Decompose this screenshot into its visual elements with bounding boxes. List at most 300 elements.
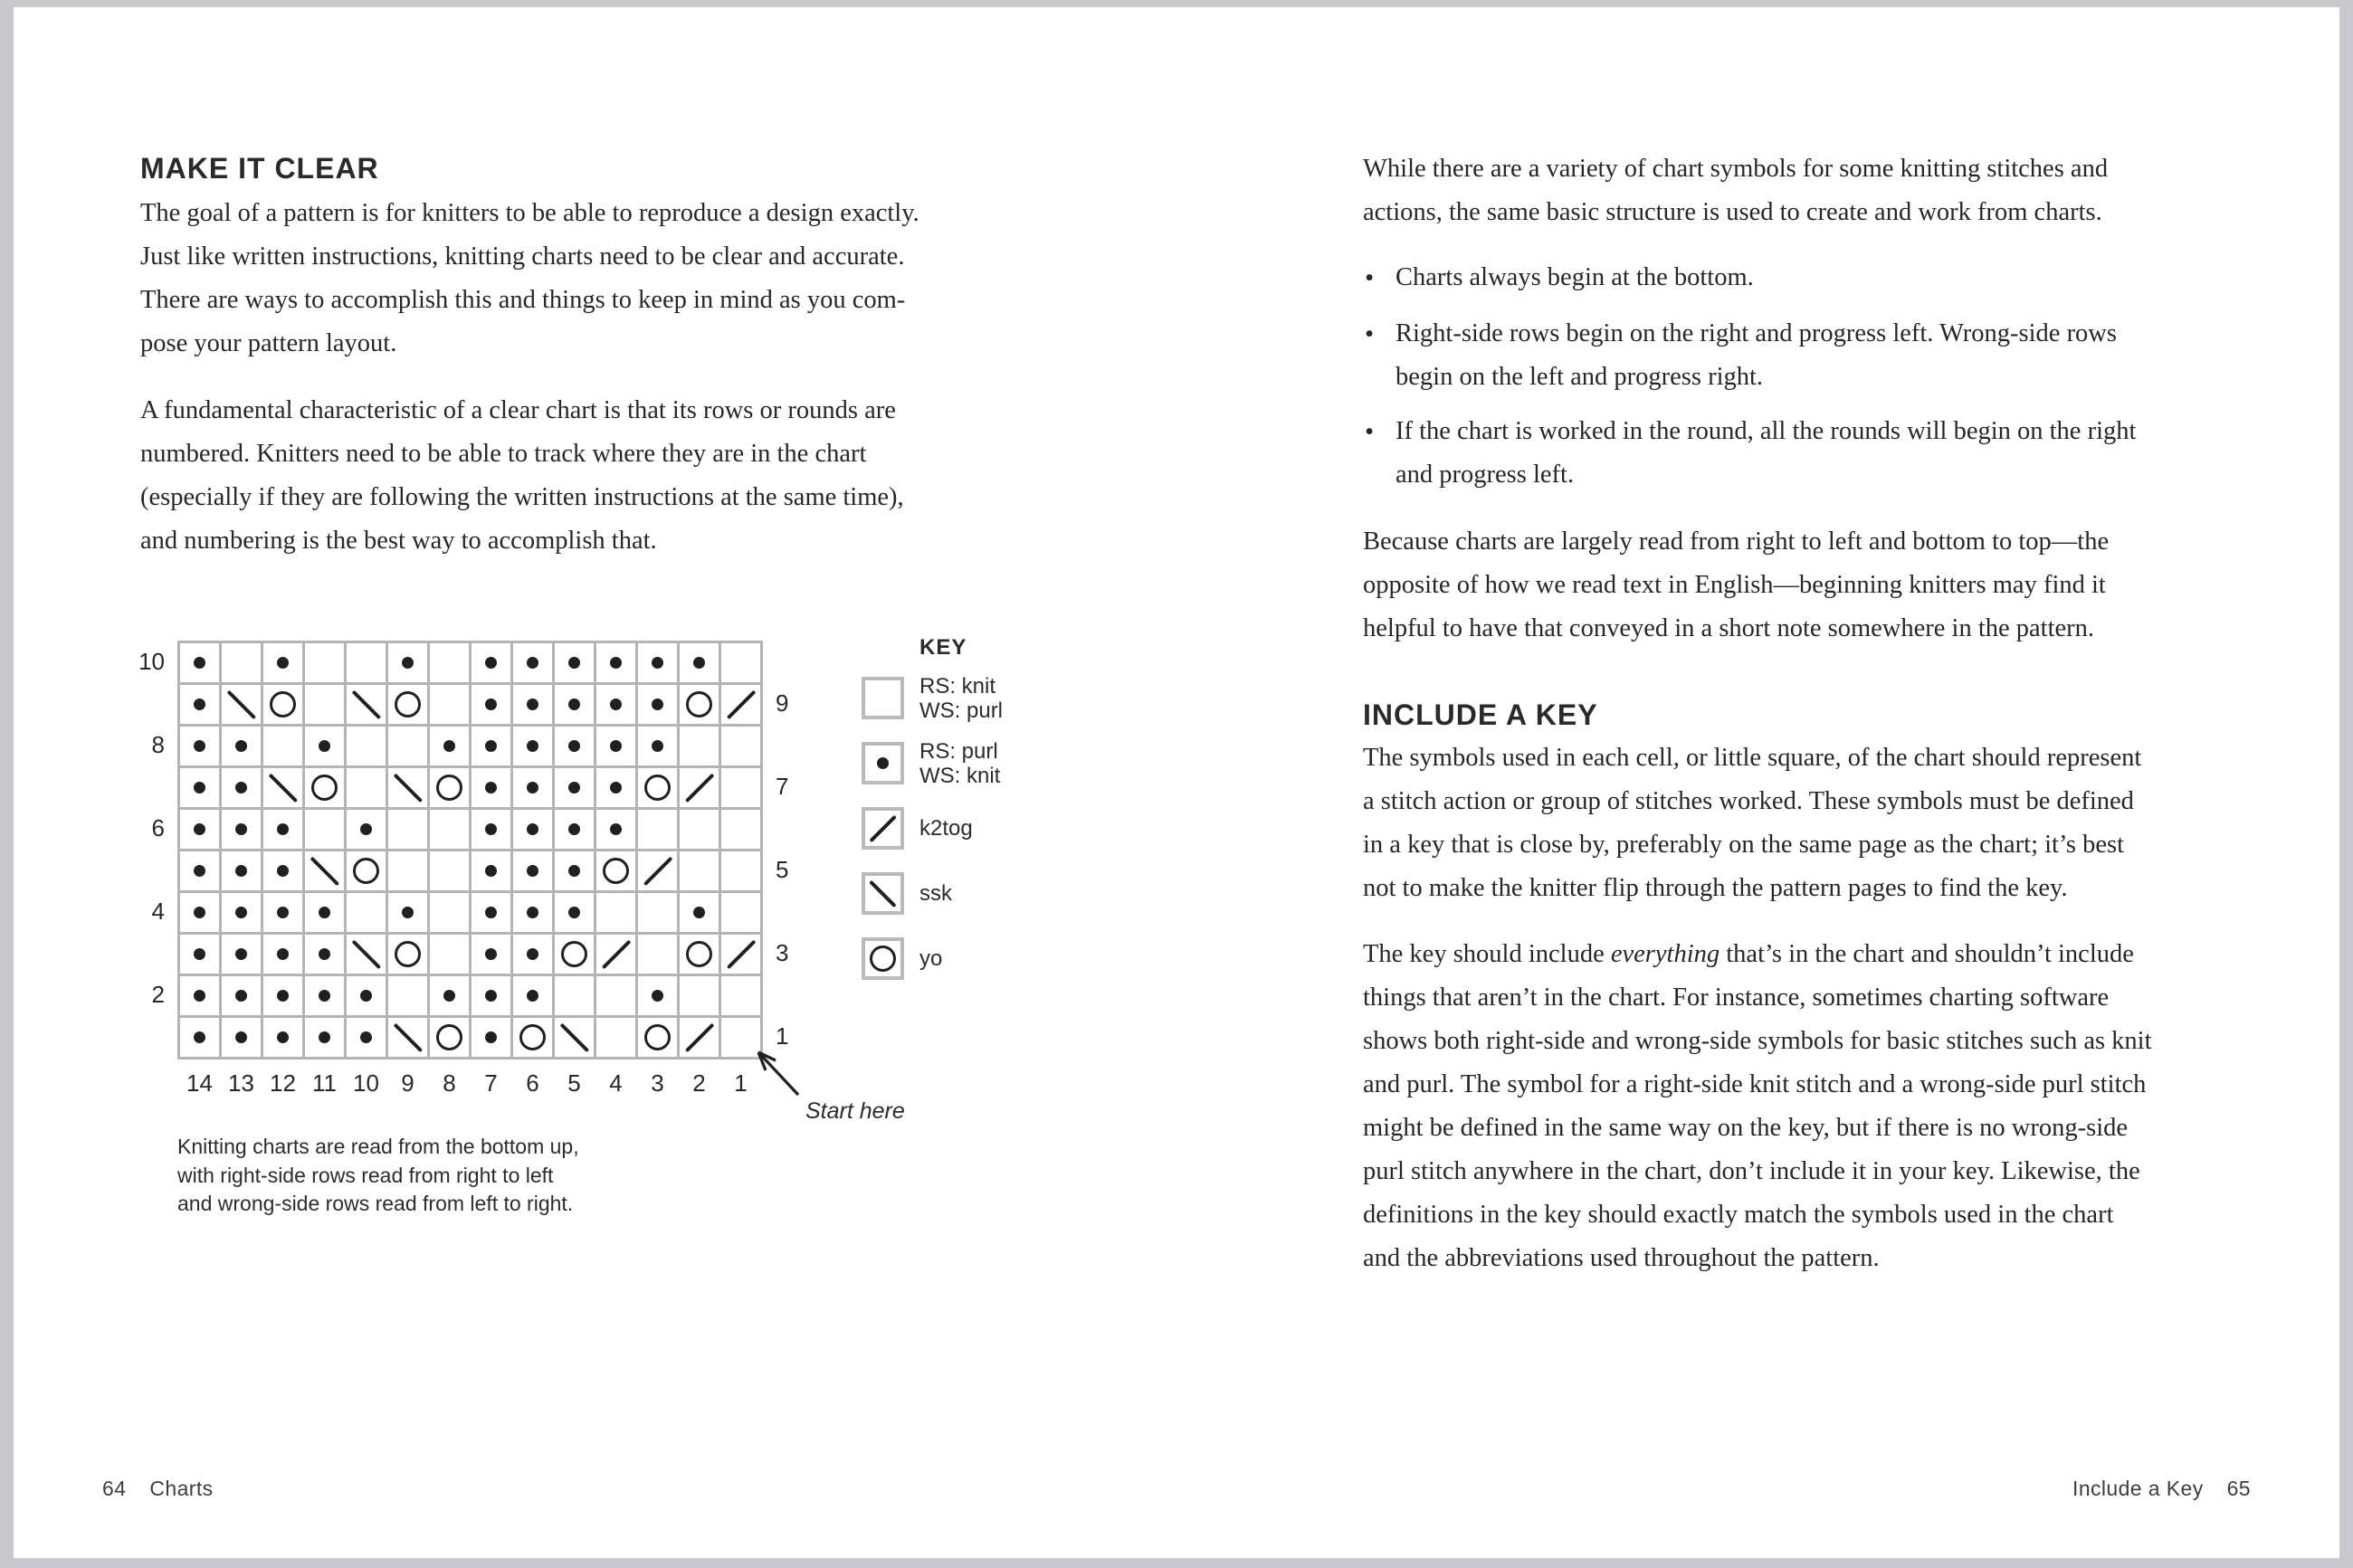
stitch-number-3: 3 [651,1069,664,1097]
chart-cell-row10-st5 [555,643,594,682]
chart-cell-row2-st9 [388,976,427,1015]
yarn-over-symbol [353,858,379,884]
chart-cell-row9-st4 [596,685,635,724]
chart-cell-row7-st10 [347,768,386,807]
chart-cell-row5-st5 [555,851,594,890]
chart-cell-row6-st13 [222,810,261,849]
chart-cell-row3-st3 [638,935,677,974]
key-item-p [862,738,1003,788]
k2tog-symbol [643,856,672,885]
text-line: While there are a variety of chart symbols for some knitting stitches and [1363,155,2109,183]
chart-cell-row8-st9 [388,727,427,765]
purl-dot-symbol [527,782,538,794]
chart-cell-row8-st11 [305,727,344,765]
chart-cell-row10-st1 [721,643,760,682]
left-footer-section: Charts [149,1477,214,1500]
left-paragraph-1 [140,192,919,366]
yarn-over-symbol [519,1024,546,1050]
chart-cell-row8-st6 [513,727,552,765]
purl-dot-symbol [194,948,205,960]
purl-dot-symbol [485,823,497,835]
chart-cell-row4-st12 [263,893,302,932]
purl-dot-symbol [443,990,455,1002]
chart-cell-row5-st9 [388,851,427,890]
chart-cell-row2-st14 [180,976,219,1015]
chart-cell-row4-st9 [388,893,427,932]
chart-cell-row5-st11 [305,851,344,890]
row-number-3: 3 [776,939,789,966]
yarn-over-symbol [644,774,671,801]
chart-cell-row10-st10 [347,643,386,682]
chart-cell-row4-st3 [638,893,677,932]
key-item-yo [862,937,1003,980]
purl-dot-symbol [194,823,205,835]
left-page-number: 64 [102,1477,127,1500]
purl-dot-symbol [277,907,289,918]
text-line: not to make the knitter flip through the pattern pages to find the key. [1363,874,2068,902]
purl-dot-symbol [485,1031,497,1043]
text-line: definitions in the key should exactly match the symbols used in the chart [1363,1201,2114,1229]
purl-dot-symbol [527,657,538,669]
row-number-7: 7 [776,773,789,800]
purl-dot-symbol [485,698,497,710]
right-page-number: 65 [2226,1477,2251,1500]
purl-dot-symbol [235,740,247,752]
purl-dot-symbol [568,782,580,794]
chart-cell-row8-st4 [596,727,635,765]
purl-dot-symbol [277,657,289,669]
chart-cell-row9-st11 [305,685,344,724]
purl-dot-symbol [194,740,205,752]
purl-dot-symbol [194,865,205,877]
chart-column-labels [177,1069,763,1098]
right-footer-section: Include a Key [2072,1477,2204,1500]
chart-cell-row10-st2 [680,643,719,682]
chart-cell-row4-st13 [222,893,261,932]
chart-cell-row6-st10 [347,810,386,849]
text-line: and wrong-side rows read from left to right. [177,1192,574,1215]
chart-cell-row4-st14 [180,893,219,932]
purl-dot-symbol [568,865,580,877]
text-line: Right-side rows begin on the right and progress left. Wrong-side rows [1396,319,2117,347]
k2tog-symbol [684,773,713,802]
chart-cell-row2-st12 [263,976,302,1015]
chart-cell-row10-st6 [513,643,552,682]
left-footer [102,1477,214,1501]
chart-cell-row2-st2 [680,976,719,1015]
chart-cell-row1-st9 [388,1018,427,1057]
row-number-6: 6 [151,814,165,841]
chart-cell-row8-st13 [222,727,261,765]
k2tog-symbol [726,689,755,718]
chart-cell-row3-st5 [555,935,594,974]
text-line: with right-side rows read from right to left [177,1163,554,1187]
purl-dot-symbol [194,1031,205,1043]
purl-dot-symbol [235,907,247,918]
chart-cell-row4-st8 [430,893,469,932]
chart-cell-row9-st10 [347,685,386,724]
purl-dot-symbol [527,990,538,1002]
purl-dot-symbol [568,657,580,669]
chart-cell-row9-st12 [263,685,302,724]
key-title: KEY [919,635,967,660]
purl-dot-symbol [610,782,622,794]
purl-dot-symbol [568,740,580,752]
chart-cell-row3-st13 [222,935,261,974]
text-line: might be defined in the same way on the key, but if there is no wrong-side [1363,1114,2129,1142]
chart-cell-row1-st5 [555,1018,594,1057]
chart-cell-row8-st3 [638,727,677,765]
chart-cell-row3-st7 [472,935,510,974]
purl-dot-symbol [652,740,663,752]
chart-cell-row2-st4 [596,976,635,1015]
bullet-item-3 [1363,410,2136,497]
text-line: pose your pattern layout. [140,329,397,357]
purl-dot-symbol [485,907,497,918]
chart-cell-row3-st12 [263,935,302,974]
purl-dot-symbol [194,990,205,1002]
chart-cell-row2-st13 [222,976,261,1015]
bullet-marker: • [1365,417,1375,446]
key-symbol-box [862,677,904,719]
text-line: and progress left. [1396,461,1575,489]
purl-dot-symbol [194,657,205,669]
purl-dot-symbol [652,990,663,1002]
bullet-item-1 [1363,256,1754,299]
right-paragraph-4 [1363,933,2152,1280]
chart-cell-row3-st11 [305,935,344,974]
purl-dot-symbol [485,865,497,877]
chart-cell-row5-st14 [180,851,219,890]
text-line: If the chart is worked in the round, all the rounds will begin on the right [1396,417,2137,445]
purl-dot-symbol [360,1031,372,1043]
chart-cell-row9-st8 [430,685,469,724]
chart-cell-row3-st6 [513,935,552,974]
chart-cell-row4-st11 [305,893,344,932]
stitch-number-1: 1 [734,1069,748,1097]
stitch-number-4: 4 [609,1069,623,1097]
purl-dot-symbol [319,740,330,752]
right-intro-paragraph [1363,147,2108,234]
text-line: Charts always begin at the bottom. [1396,263,1754,291]
bullet-marker: • [1365,319,1375,348]
chart-cell-row6-st11 [305,810,344,849]
text-line: Just like written instructions, knitting charts need to be clear and accurate. [140,242,905,271]
chart-cell-row2-st6 [513,976,552,1015]
ssk-symbol [226,689,255,718]
yarn-over-symbol [644,1024,671,1050]
purl-dot-symbol [610,657,622,669]
stitch-number-5: 5 [567,1069,581,1097]
chart-cell-row7-st13 [222,768,261,807]
chart-cell-row3-st9 [388,935,427,974]
chart-cell-row6-st14 [180,810,219,849]
purl-dot-symbol [527,740,538,752]
purl-dot-symbol [877,757,889,769]
text-line: (especially if they are following the written instructions at the same time), [140,483,904,511]
text-line: opposite of how we read text in English—beginning knitters may find it [1363,571,2106,599]
yarn-over-symbol [686,941,712,967]
purl-dot-symbol [235,823,247,835]
chart-cell-row9-st1 [721,685,760,724]
purl-dot-symbol [319,907,330,918]
key-item-label: ssk [919,881,952,906]
right-page-heading: INCLUDE A KEY [1363,698,1598,731]
chart-cell-row7-st1 [721,768,760,807]
stitch-number-6: 6 [526,1069,539,1097]
start-here-label: Start here [805,1098,905,1124]
chart-cell-row5-st12 [263,851,302,890]
ssk-symbol [869,879,896,907]
purl-dot-symbol [568,698,580,710]
purl-dot-symbol [485,948,497,960]
text-line: helpful to have that conveyed in a short note somewhere in the pattern. [1363,614,2095,642]
chart-cell-row2-st8 [430,976,469,1015]
chart-cell-row4-st1 [721,893,760,932]
key-symbol-box [862,807,904,850]
key-symbol-box [862,937,904,980]
chart-cell-row1-st4 [596,1018,635,1057]
chart-cell-row8-st1 [721,727,760,765]
text-line: The goal of a pattern is for knitters to be able to reproduce a design exactly. [140,199,919,227]
purl-dot-symbol [194,698,205,710]
chart-cell-row9-st6 [513,685,552,724]
chart-cell-row7-st2 [680,768,719,807]
chart-cell-row2-st3 [638,976,677,1015]
yarn-over-symbol [395,941,421,967]
chart-cell-row6-st7 [472,810,510,849]
purl-dot-symbol [277,865,289,877]
chart-cell-row10-st8 [430,643,469,682]
stitch-number-7: 7 [484,1069,498,1097]
chart-cell-row6-st8 [430,810,469,849]
chart-cell-row3-st14 [180,935,219,974]
purl-dot-symbol [235,782,247,794]
chart-cell-row9-st5 [555,685,594,724]
purl-dot-symbol [277,1031,289,1043]
chart-cell-row2-st5 [555,976,594,1015]
chart-cell-row3-st1 [721,935,760,974]
key-legend [862,673,1004,980]
chart-cell-row10-st11 [305,643,344,682]
yarn-over-symbol [395,691,421,717]
k2tog-symbol [601,939,630,968]
purl-dot-symbol [485,657,497,669]
row-number-9: 9 [776,689,789,717]
chart-cell-row3-st2 [680,935,719,974]
key-item-label: RS: purl WS: knit [919,738,1001,788]
ssk-symbol [351,689,380,718]
purl-dot-symbol [527,865,538,877]
chart-cell-row4-st6 [513,893,552,932]
chart-cell-row10-st3 [638,643,677,682]
chart-cell-row3-st8 [430,935,469,974]
chart-cell-row10-st9 [388,643,427,682]
chart-cell-row7-st6 [513,768,552,807]
chart-cell-row1-st11 [305,1018,344,1057]
chart-cell-row3-st4 [596,935,635,974]
stitch-number-8: 8 [443,1069,456,1097]
key-item-ssk [862,872,1003,915]
chart-cell-row8-st5 [555,727,594,765]
purl-dot-symbol [319,990,330,1002]
text-line: Because charts are largely read from right to left and bottom to top—the [1363,527,2110,556]
purl-dot-symbol [485,990,497,1002]
purl-dot-symbol [360,823,372,835]
text-line: The key should include everything that’s in the chart and shouldn’t include [1363,940,2134,968]
chart-cell-row1-st8 [430,1018,469,1057]
chart-cell-row2-st11 [305,976,344,1015]
purl-dot-symbol [360,990,372,1002]
purl-dot-symbol [277,823,289,835]
purl-dot-symbol [194,907,205,918]
chart-cell-row10-st7 [472,643,510,682]
stitch-number-9: 9 [401,1069,414,1097]
chart-cell-row9-st14 [180,685,219,724]
yarn-over-symbol [561,941,587,967]
text-line: actions, the same basic structure is used to create and work from charts. [1363,198,2102,226]
text-line: a stitch action or group of stitches worked. These symbols must be defined [1363,787,2134,815]
chart-cell-row9-st3 [638,685,677,724]
key-symbol-box [862,742,904,784]
k2tog-symbol [726,939,755,968]
chart-cell-row2-st7 [472,976,510,1015]
chart-cell-row1-st14 [180,1018,219,1057]
key-item-k2tog [862,807,1003,850]
chart-cell-row6-st3 [638,810,677,849]
text-line: and the abbreviations used throughout the pattern. [1363,1244,1880,1272]
left-page-heading: MAKE IT CLEAR [140,152,379,185]
purl-dot-symbol [485,740,497,752]
stitch-number-2: 2 [692,1069,706,1097]
purl-dot-symbol [235,1031,247,1043]
row-number-1: 1 [776,1022,789,1050]
purl-dot-symbol [319,1031,330,1043]
purl-dot-symbol [527,907,538,918]
chart-cell-row2-st10 [347,976,386,1015]
chart-cell-row9-st9 [388,685,427,724]
ssk-symbol [268,773,297,802]
chart-cell-row6-st5 [555,810,594,849]
purl-dot-symbol [319,948,330,960]
purl-dot-symbol [610,740,622,752]
purl-dot-symbol [527,698,538,710]
chart-cell-row7-st4 [596,768,635,807]
purl-dot-symbol [443,740,455,752]
chart-cell-row2-st1 [721,976,760,1015]
purl-dot-symbol [235,865,247,877]
chart-cell-row4-st7 [472,893,510,932]
chart-cell-row10-st12 [263,643,302,682]
chart-cell-row5-st7 [472,851,510,890]
row-number-4: 4 [151,898,165,925]
chart-cell-row5-st10 [347,851,386,890]
chart-cell-row8-st2 [680,727,719,765]
chart-cell-row1-st2 [680,1018,719,1057]
chart-cell-row5-st13 [222,851,261,890]
chart-cell-row7-st11 [305,768,344,807]
chart-cell-row7-st7 [472,768,510,807]
ssk-symbol [351,939,380,968]
ssk-symbol [310,856,338,885]
chart-cell-row4-st5 [555,893,594,932]
bullet-marker: • [1365,263,1375,292]
purl-dot-symbol [402,657,414,669]
chart-cell-row8-st8 [430,727,469,765]
text-line: in a key that is close by, preferably on the same page as the chart; it’s best [1363,831,2125,859]
chart-cell-row6-st1 [721,810,760,849]
purl-dot-symbol [610,698,622,710]
chart-cell-row9-st7 [472,685,510,724]
yarn-over-symbol [436,774,462,801]
chart-cell-row10-st14 [180,643,219,682]
key-item-label: k2tog [919,816,973,841]
chart-cell-row8-st12 [263,727,302,765]
chart-cell-row1-st12 [263,1018,302,1057]
key-item-k [862,673,1004,723]
chart-cell-row7-st3 [638,768,677,807]
stitch-number-11: 11 [312,1069,337,1097]
chart-cell-row6-st12 [263,810,302,849]
chart-cell-row7-st14 [180,768,219,807]
chart-cell-row6-st9 [388,810,427,849]
chart-cell-row4-st2 [680,893,719,932]
purl-dot-symbol [693,907,705,918]
yarn-over-symbol [270,691,296,717]
chart-cell-row10-st13 [222,643,261,682]
chart-cell-row5-st1 [721,851,760,890]
purl-dot-symbol [527,948,538,960]
chart-cell-row4-st10 [347,893,386,932]
text-line: and purl. The symbol for a right-side knit stitch and a wrong-side purl stitch [1363,1070,2147,1098]
chart-cell-row9-st13 [222,685,261,724]
yarn-over-symbol [603,858,629,884]
stitch-number-13: 13 [228,1069,254,1097]
chart-cell-row1-st7 [472,1018,510,1057]
chart-cell-row7-st9 [388,768,427,807]
purl-dot-symbol [235,990,247,1002]
yarn-over-symbol [870,946,896,972]
chart-cell-row5-st3 [638,851,677,890]
row-number-10: 10 [138,648,165,675]
stitch-number-10: 10 [353,1069,379,1097]
chart-cell-row8-st7 [472,727,510,765]
purl-dot-symbol [527,823,538,835]
chart-caption [177,1133,579,1219]
row-number-5: 5 [776,856,789,883]
right-footer [2072,1477,2251,1501]
text-line: purl stitch anywhere in the chart, don’t include it in your key. Likewise, the [1363,1157,2140,1185]
purl-dot-symbol [568,907,580,918]
chart-cell-row7-st8 [430,768,469,807]
bullet-item-2 [1363,312,2117,399]
chart-cell-row1-st6 [513,1018,552,1057]
text-line: There are ways to accomplish this and things to keep in mind as you com- [140,286,906,314]
k2tog-symbol [869,814,896,841]
text-line: Knitting charts are read from the bottom up, [177,1135,579,1158]
chart-cell-row5-st6 [513,851,552,890]
row-number-2: 2 [151,981,165,1008]
chart-cell-row7-st5 [555,768,594,807]
chart-cell-row6-st4 [596,810,635,849]
chart-cell-row7-st12 [263,768,302,807]
chart-cell-row6-st6 [513,810,552,849]
yarn-over-symbol [686,691,712,717]
text-line: shows both right-side and wrong-side symbols for basic stitches such as knit [1363,1027,2152,1055]
chart-cell-row8-st10 [347,727,386,765]
row-number-8: 8 [151,731,165,758]
chart-cell-row3-st10 [347,935,386,974]
